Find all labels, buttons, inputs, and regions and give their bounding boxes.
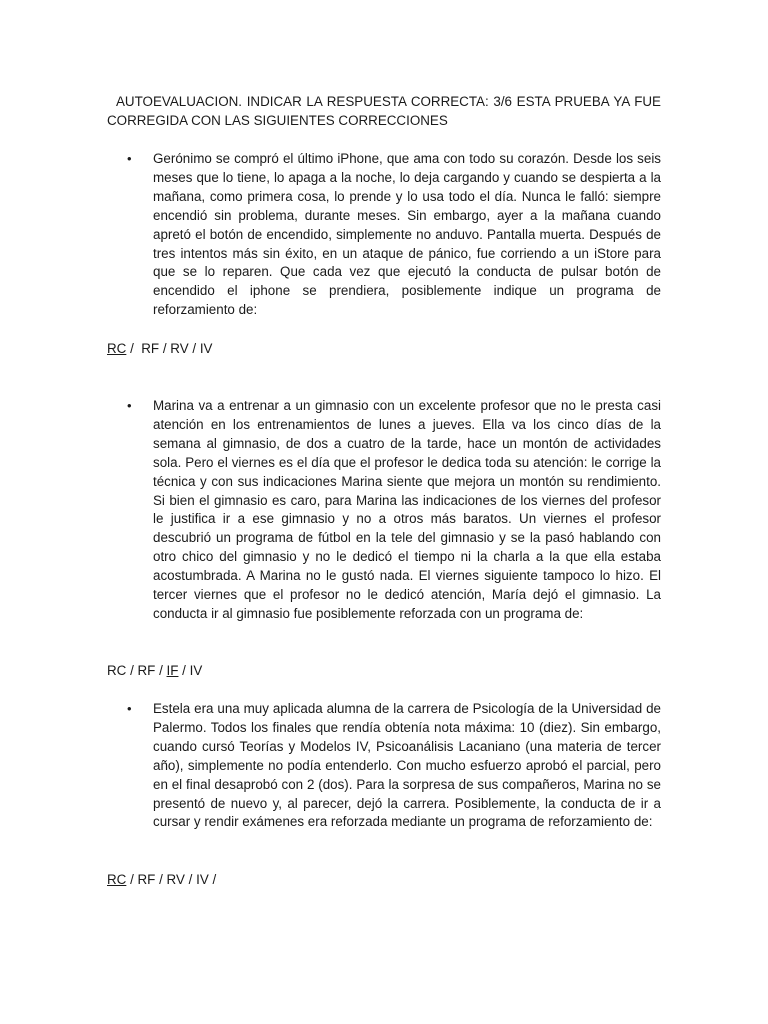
bullet-icon: • bbox=[127, 398, 132, 413]
question-1 bbox=[107, 150, 661, 320]
answer-rf: RF bbox=[137, 872, 156, 887]
question-text: Marina va a entrenar a un gimnasio con un excelente profesor que no le presta casi atención en los entrenamientos de lunes a jueves. Ella va los cinco días de la semana al gimnasio, de dos a cuatro de la tarde, hace un montón de actividades sola. Pero el viernes es el día que el profesor le dedica toda su atención: le corrige la técnica y con sus indicaciones Marina siente que mejora un montón su rendimiento. Si bien el gimnasio es caro, para Marina las indicaciones de los viernes del profesor le justifica ir a ese gimnasio y no a otros más baratos. Un viernes el profesor descubrió un programa de fútbol en la tele del gimnasio y se la pasó hablando con otro chico del gimnasio y no le dedicó el tiempo ni la charla a la que ella estaba acostumbrada. A Marina no le gustó nada. El viernes siguiente tampoco lo hizo. El tercer viernes que el profesor no le dedicó atención, María dejó el gimnasio. La conducta ir al gimnasio fue posiblemente reforzada con un programa de: bbox=[153, 398, 661, 621]
answer-options-3 bbox=[107, 871, 216, 890]
bullet-icon: • bbox=[127, 151, 132, 166]
bullet-icon: • bbox=[127, 701, 132, 716]
answer-separator: / bbox=[155, 663, 167, 678]
answer-separator: / bbox=[184, 872, 197, 887]
answer-iv: IV bbox=[199, 341, 213, 356]
answer-iv: IV bbox=[196, 872, 209, 887]
answer-rc: RC bbox=[107, 663, 127, 678]
question-text: Estela era una muy aplicada alumna de la carrera de Psicología de la Universidad de Palermo. Todos los finales que rendía obtenía nota máxima: 10 (diez). Sin embargo, cuando cursó Teorías y Modelos IV, Psicoanálisis Lacaniano (una materia de tercer año), simplemente no podía entenderlo. Con mucho esfuerzo aprobó el parcial, pero en el final desaprobó con 2 (dos). Para la sorpresa de sus compañeros, Marina no se presentó de nuevo y, al parecer, dejó la carrera. Posiblemente, la conducta de ir a cursar y rendir exámenes era reforzada mediante un programa de reforzamiento de: bbox=[153, 701, 661, 830]
question-3 bbox=[107, 700, 661, 832]
answer-separator: / bbox=[126, 341, 142, 356]
answer-options-2 bbox=[107, 662, 202, 681]
answer-rv: RV bbox=[166, 872, 185, 887]
answer-separator: / bbox=[155, 872, 167, 887]
answer-rc-selected: RC bbox=[107, 341, 127, 356]
answer-rf: RF bbox=[137, 663, 156, 678]
answer-if-selected: IF bbox=[166, 663, 179, 678]
answer-separator: / bbox=[159, 341, 171, 356]
answer-rc-selected: RC bbox=[107, 872, 127, 887]
answer-iv: IV bbox=[189, 663, 203, 678]
answer-trailing-separator: / bbox=[208, 872, 217, 887]
question-2 bbox=[107, 397, 661, 624]
answer-separator: / bbox=[188, 341, 200, 356]
answer-rv: RV bbox=[170, 341, 189, 356]
answer-rf: RF bbox=[141, 341, 160, 356]
answer-separator: / bbox=[178, 663, 190, 678]
answer-separator: / bbox=[126, 872, 138, 887]
question-text: Gerónimo se compró el último iPhone, que ama con todo su corazón. Desde los seis meses que lo tiene, lo apaga a la noche, lo deja cargando y cuando se despierta a la mañana, como primera cosa, lo prende y lo usa todo el día. Nunca le falló: siempre encendió sin problema, durante meses. Sin embargo, ayer a la mañana cuando apretó el botón de encendido, simplemente no anduvo. Pantalla muerta. Después de tres intentos más sin éxito, en un ataque de pánico, fue corriendo a un iStore para que se lo reparen. Que cada vez que ejecutó la conducta de pulsar botón de encendido el iphone se prendiera, posiblemente indique un programa de reforzamiento de: bbox=[153, 151, 661, 318]
page-title: AUTOEVALUACION. INDICAR LA RESPUESTA CORRECTA: 3/6 ESTA PRUEBA YA FUE CORREGIDA CON LAS SIGUIENTES CORRECCIONES bbox=[107, 94, 661, 128]
answer-separator: / bbox=[126, 663, 138, 678]
answer-options-1 bbox=[107, 340, 212, 359]
